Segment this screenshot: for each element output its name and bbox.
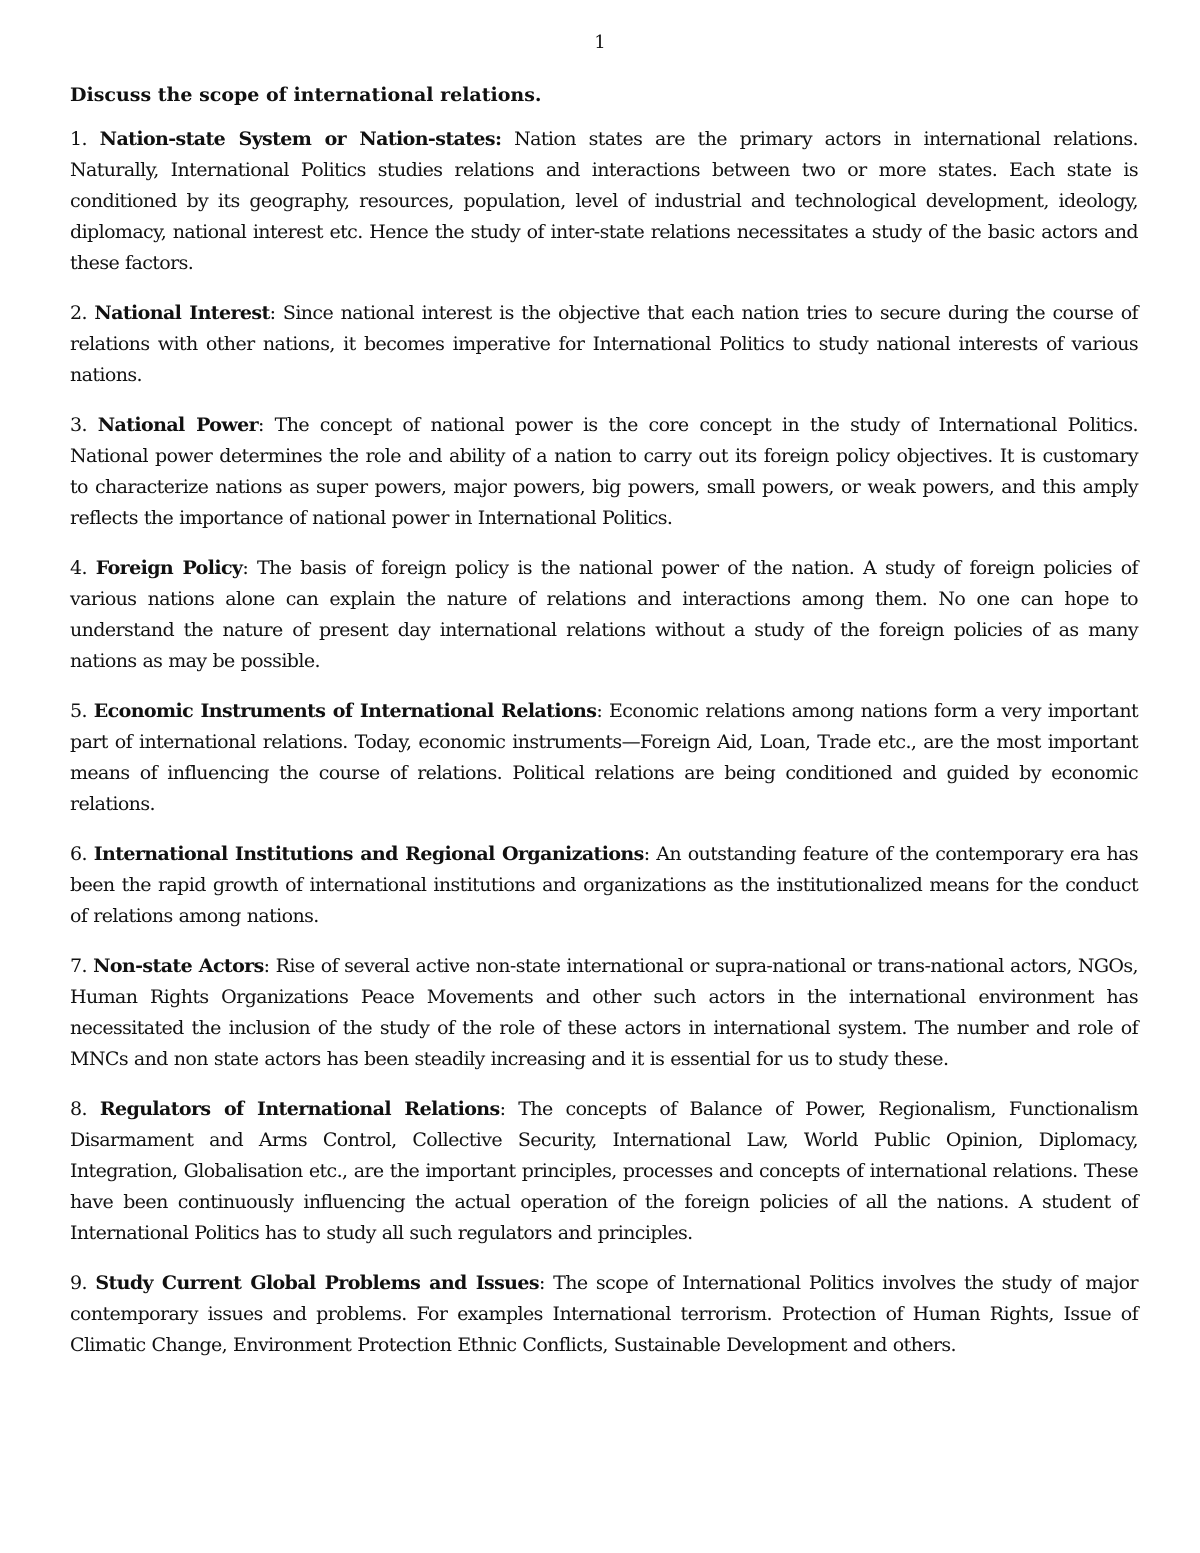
point-text: : The concept of national power is the core concept in the study of International Politics. National power determines the role and ability of a nation to carry out its foreign policy objectives. It is customary to characterize nations as super powers, major powers, big powers, small powers, or weak powers, and this amply reflects the importance of national power in International Politics. [70, 414, 1138, 529]
point-text: : Rise of several active non-state international or supra-national or trans-national actors, NGOs, Human Rights Organizations Peace Movements and other such actors in the international environment has necessitated the inclusion of the study of the role of these actors in international system. The number and role of MNCs and non state actors has been steadily increasing and it is essential for us to study these. [70, 955, 1138, 1070]
scope-point-7 [70, 951, 1138, 1075]
point-number: 4. [70, 557, 87, 579]
scope-point-1 [70, 124, 1138, 279]
point-text: : The basis of foreign policy is the national power of the nation. A study of foreign policies of various nations alone can explain the nature of relations and interactions among them. No one can hope to understand the nature of present day international relations without a study of the foreign policies of as many nations as may be possible. [70, 557, 1138, 672]
scope-point-3 [70, 410, 1138, 534]
point-term: National Interest [94, 302, 270, 324]
scope-point-9 [70, 1268, 1138, 1361]
point-term: Regulators of International Relations [99, 1098, 500, 1120]
point-number: 5. [70, 700, 87, 722]
document-body [70, 80, 1138, 1380]
point-number: 7. [70, 955, 87, 977]
point-text: : Since national interest is the objective that each nation tries to secure during the course of relations with other nations, it becomes imperative for International Politics to study national interests of various nations. [70, 302, 1138, 386]
point-text: Nation states are the primary actors in international relations. Naturally, International Politics studies relations and interactions between two or more states. Each state is conditioned by its geography, resources, population, level of industrial and technological development, ideology, diplomacy, national interest etc. Hence the study of inter-state relations necessitates a study of the basic actors and these factors. [70, 128, 1138, 274]
scope-point-8 [70, 1094, 1138, 1249]
point-text: : Economic relations among nations form a very important part of international relations. Today, economic instruments—Foreign Aid, Loan, Trade etc., are the most important means of influencing the course of relations. Political relations are being conditioned and guided by economic relations. [70, 700, 1138, 815]
point-term: Non-state Actors [93, 955, 264, 977]
point-number: 8. [70, 1098, 87, 1120]
point-number: 1. [70, 128, 87, 150]
point-number: 3. [70, 414, 87, 436]
point-term: International Institutions and Regional Organizations [93, 843, 644, 865]
point-term: National Power [97, 414, 258, 436]
point-term: Study Current Global Problems and Issues [95, 1272, 539, 1294]
point-number: 9. [70, 1272, 87, 1294]
scope-point-2 [70, 298, 1138, 391]
scope-point-6 [70, 839, 1138, 932]
point-text: : The scope of International Politics involves the study of major contemporary issues and problems. For examples International terrorism. Protection of Human Rights, Issue of Climatic Change, Environment Protection Ethnic Conflicts, Sustainable Development and others. [70, 1272, 1138, 1356]
document-heading: Discuss the scope of international relations. [70, 84, 542, 106]
point-term: Foreign Policy [95, 557, 243, 579]
point-text: : An outstanding feature of the contemporary era has been the rapid growth of international institutions and organizations as the institutionalized means for the conduct of relations among nations. [70, 843, 1138, 927]
scope-point-5 [70, 696, 1138, 820]
point-number: 6. [70, 843, 87, 865]
point-term: Economic Instruments of International Relations [93, 700, 597, 722]
point-term: Nation-state System or Nation-states: [99, 128, 502, 150]
scope-point-4 [70, 553, 1138, 677]
point-number: 2. [70, 302, 87, 324]
point-text: : The concepts of Balance of Power, Regionalism, Functionalism Disarmament and Arms Control, Collective Security, International Law, World Public Opinion, Diplomacy, Integration, Globalisation etc., are the important principles, processes and concepts of international relations. These have been continuously influencing the actual operation of the foreign policies of all the nations. A student of International Politics has to study all such regulators and principles. [70, 1098, 1138, 1244]
page-number: 1 [594, 32, 606, 53]
